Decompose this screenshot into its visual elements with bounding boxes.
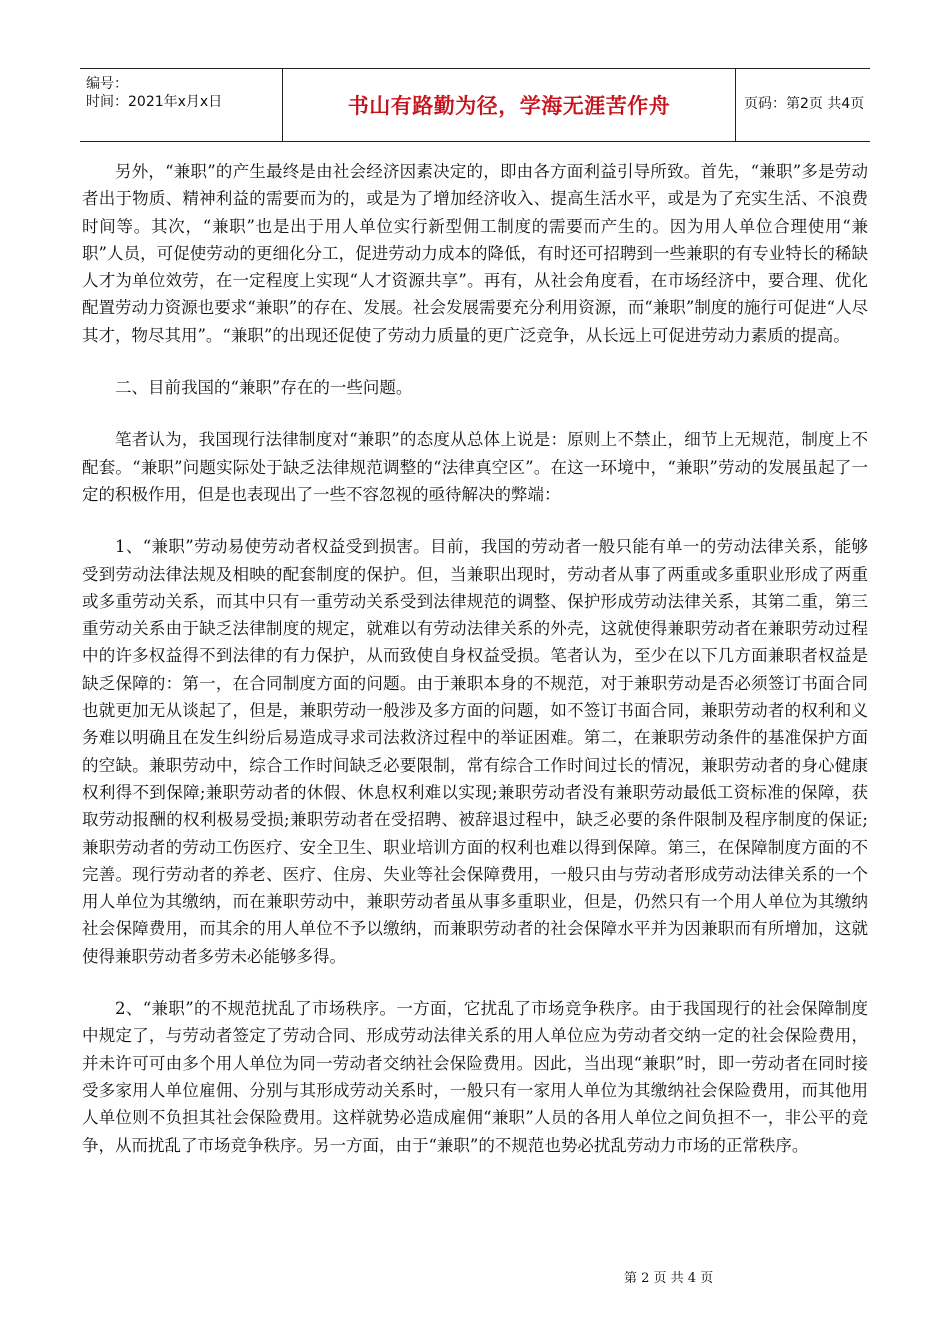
header-motto-cell <box>282 69 736 141</box>
date-label: 时间：2021年x月x日 <box>86 94 223 110</box>
header-meta <box>86 75 280 111</box>
section-heading: 二、目前我国的“兼职”存在的一些问题。 <box>115 378 413 398</box>
paragraph: 另外，“兼职”的产生最终是由社会经济因素决定的，即由各方面利益引导所致。首先，“兼职”多是劳动者出于物质、精神利益的需要而为的，或是为了增加经济收入、提高生活水平，或是为了充实生活、不浪费时间等。其次，“兼职”也是出于用人单位实行新型佣工制度的需要而产生的。因为用人单位合理使用“兼职”人员，可促使劳动的更细化分工，促进劳动力成本的降低，有时还可招聘到一些兼职的有专业特长的稀缺人才为单位效劳，在一定程度上实现“人才资源共享”。再有，从社会角度看，在市场经济中，要合理、优化配置劳动力资源也要求“兼职”的存在、发展。社会发展需要充分利用资源，而“兼职”制度的施行可促进“人尽其才，物尽其用”。“兼职”的出现还促使了劳动力质量的更广泛竞争，从长远上可促进劳动力素质的提高。 <box>82 162 868 345</box>
document-body <box>82 158 868 1184</box>
header-motto: 书山有路勤为径，学海无涯苦作舟 <box>347 94 671 118</box>
serial-number-label: 编号： <box>86 76 128 92</box>
paragraph: 1、“兼职”劳动易使劳动者权益受到损害。目前，我国的劳动者一般只能有单一的劳动法律关系，能够受到劳动法律法规及相映的配套制度的保护。但，当兼职出现时，劳动者从事了两重或多重职业形成了两重或多重劳动关系，而其中只有一重劳动关系受到法律规范的调整、保护形成劳动法律关系，其第二重，第三重劳动关系由于缺乏法律制度的规定，就难以有劳动法律关系的外壳，这就使得兼职劳动者在兼职劳动过程中的许多权益得不到法律的有力保护，从而致使自身权益受损。笔者认为，至少在以下几方面兼职者权益是缺乏保障的：第一，在合同制度方面的问题。由于兼职本身的不规范，对于兼职劳动是否必须签订书面合同也就更加无从谈起了，但是，兼职劳动一般涉及多方面的问题，如不签订书面合同，兼职劳动者的权利和义务难以明确且在发生纠纷后易造成寻求司法救济过程中的举证困难。第二，在兼职劳动条件的基准保护方面的空缺。兼职劳动中，综合工作时间缺乏必要限制，常有综合工作时间过长的情况，兼职劳动者的身心健康权利得不到保障;兼职劳动者的休假、休息权利难以实现;兼职劳动者没有兼职劳动最低工资标准的保障，获取劳动报酬的权利极易受损;兼职劳动者在受招聘、被辞退过程中，缺乏必要的条件限制及程序制度的保证;兼职劳动者的劳动工伤医疗、安全卫生、职业培训方面的权利也难以得到保障。第三，在保障制度方面的不完善。现行劳动者的养老、医疗、住房、失业等社会保障费用，一般只由与劳动者形成劳动法律关系的一个用人单位为其缴纳，而在兼职劳动中，兼职劳动者虽从事多重职业，但是，仍然只有一个用人单位为其缴纳社会保障费用，而其余的用人单位不予以缴纳，而兼职劳动者的社会保障水平并为因兼职而有所增加，这就使得兼职劳动者多劳未必能够多得。 <box>82 537 868 966</box>
page-header <box>80 68 870 142</box>
page-footer: 第 2 页 共 4 页 <box>624 1271 714 1286</box>
paragraph: 笔者认为，我国现行法律制度对“兼职”的态度从总体上说是：原则上不禁止，细节上无规范，制度上不配套。“兼职”问题实际处于缺乏法律规范调整的“法律真空区”。在这一环境中，“兼职”劳动的发展虽起了一定的积极作用，但是也表现出了一些不容忽视的亟待解决的弊端： <box>82 430 868 504</box>
header-page-info: 页码：第2页 共4页 <box>744 96 865 112</box>
paragraph: 2、“兼职”的不规范扰乱了市场秩序。一方面，它扰乱了市场竞争秩序。由于我国现行的社会保障制度中规定了，与劳动者签定了劳动合同、形成劳动法律关系的用人单位应为劳动者交纳一定的社会保险费用，并未许可可由多个用人单位为同一劳动者交纳社会保险费用。因此，当出现“兼职”时，即一劳动者在同时接受多家用人单位雇佣、分别与其形成劳动关系时，一般只有一家用人单位为其缴纳社会保险费用，而其他用人单位则不负担其社会保险费用。这样就势必造成雇佣“兼职”人员的各用人单位之间负担不一，非公平的竞争，从而扰乱了市场竞争秩序。另一方面，由于“兼职”的不规范也势必扰乱劳动力市场的正常秩序。 <box>82 999 868 1155</box>
